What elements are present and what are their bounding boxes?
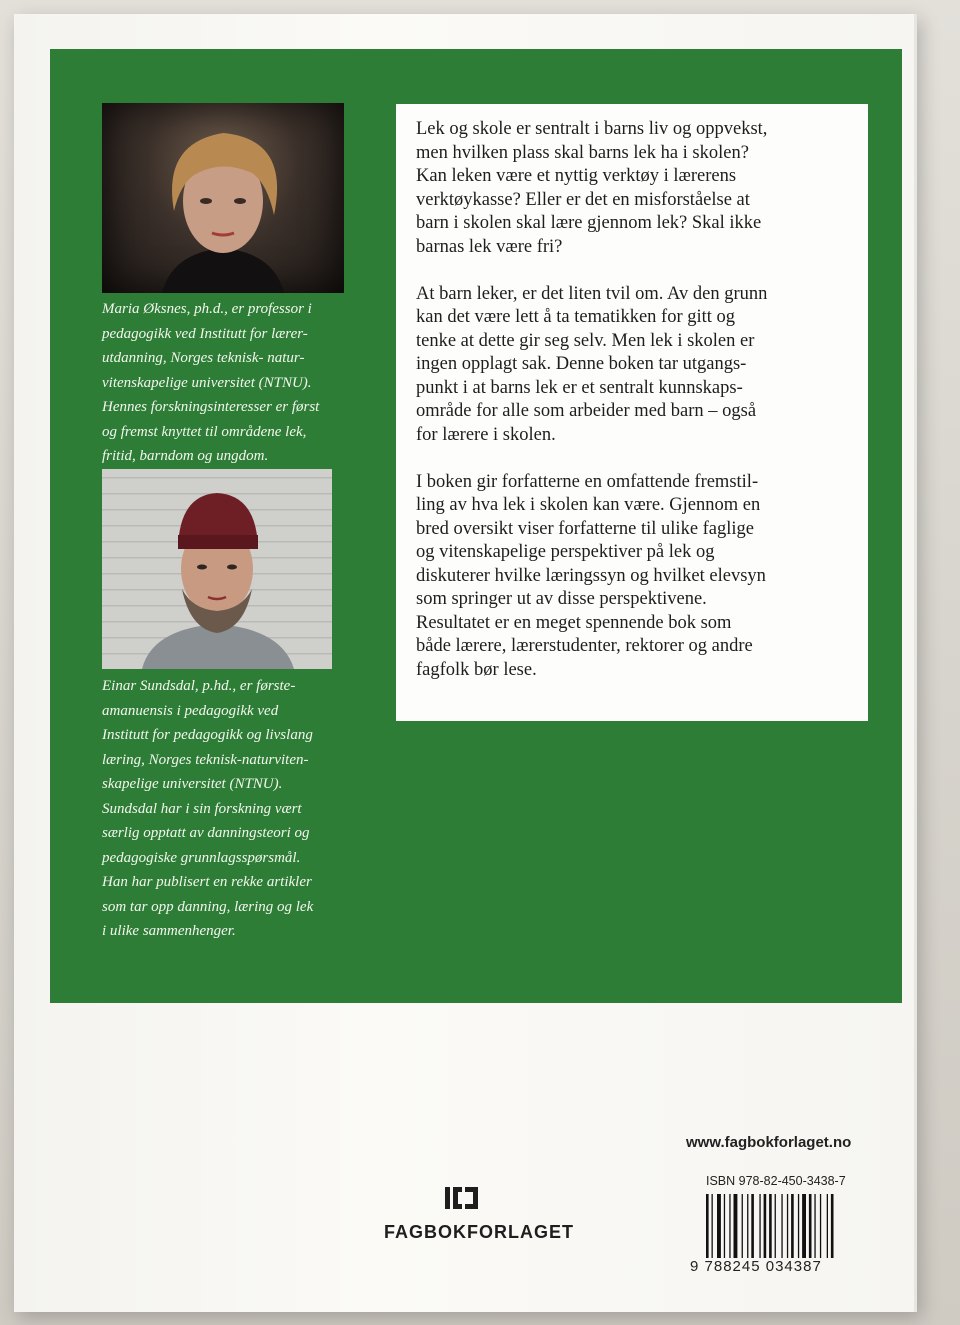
barcode-bar: [798, 1194, 799, 1258]
bio-line: Hennes forskningsinteresser er først: [102, 399, 320, 415]
blurb-line: både lærere, lærerstudenter, rektorer og andre: [416, 636, 753, 656]
bio-line: i ulike sammenhenger.: [102, 923, 236, 939]
barcode-bar: [764, 1194, 767, 1258]
barcode-bar: [706, 1194, 709, 1258]
publisher-name: FAGBOKFORLAGET: [384, 1222, 574, 1242]
blurb-line: diskuterer hvilke læringssyn og hvilket elevsyn: [416, 565, 766, 586]
author-photo-einar: [102, 469, 332, 669]
barcode-bar: [775, 1194, 776, 1258]
portrait-woman-icon: [102, 103, 344, 293]
blurb-line: som springer ut av disse perspektivene.: [416, 589, 707, 609]
barcode-bar: [809, 1194, 812, 1258]
barcode-bar: [724, 1194, 725, 1258]
blurb-line: I boken gir forfatterne en omfattende fremstil-: [416, 471, 759, 492]
bio-line: som tar opp danning, læring og lek: [102, 898, 314, 915]
barcode-digits: 9 788245 034387: [690, 1258, 822, 1275]
bio-line: pedagogikk ved Institutt for lærer-: [102, 325, 308, 342]
blurb-paragraph-2: [416, 283, 848, 448]
blurb-line: Kan leken være et nyttig verktøy i lærerens: [416, 166, 737, 186]
blurb-line: punkt i at barns lek er et sentralt kunnskaps-: [416, 377, 743, 398]
blurb-box: [396, 104, 868, 721]
barcode-bar: [759, 1194, 760, 1258]
blurb-line: men hvilken plass skal barns lek ha i skolen?: [416, 142, 749, 163]
barcode-bar: [747, 1194, 748, 1258]
barcode-bar: [787, 1194, 788, 1258]
blurb-line: Resultatet er en meget spennende bok som: [416, 612, 732, 633]
blurb-line: for lærere i skolen.: [416, 424, 556, 445]
blurb-line: kan det være lett å ta tematikken for gitt og: [416, 307, 736, 327]
bio-line: Einar Sundsdal, p.hd., er første-: [102, 678, 296, 694]
bio-line: Sundsdal har i sin forskning vært: [102, 800, 302, 817]
barcode-bar: [814, 1194, 815, 1258]
bio-line: vitenskapelige universitet (NTNU).: [102, 374, 312, 391]
isbn-label: ISBN 978-82-450-3438-7: [706, 1174, 846, 1188]
barcode: [704, 1194, 868, 1258]
green-panel: [50, 49, 902, 1003]
bio-line: læring, Norges teknisk-naturviten-: [102, 751, 309, 768]
blurb-line: og vitenskapelige perspektiver på lek og: [416, 542, 715, 562]
portrait-man-icon: [102, 469, 332, 669]
barcode-bar: [820, 1194, 821, 1258]
blurb-line: At barn leker, er det liten tvil om. Av den grunn: [416, 283, 768, 304]
bio-line: Han har publisert en rekke artikler: [102, 874, 312, 890]
blurb-line: verktøykasse? Eller er det en misforståelse at: [416, 189, 750, 210]
blurb-line: område for alle som arbeider med barn – også: [416, 401, 757, 421]
blurb-line: ingen opplagt sak. Denne boken tar utgangs-: [416, 354, 747, 374]
barcode-bar: [729, 1194, 730, 1258]
barcode-bar: [742, 1194, 743, 1258]
blurb-line: barnas lek være fri?: [416, 236, 563, 257]
author-bio-maria: [102, 297, 354, 469]
blurb-line: tenke at dette gir seg selv. Men lek i skolen er: [416, 330, 755, 351]
publisher-logo-icon: [444, 1184, 480, 1212]
bio-line: fritid, barndom og ungdom.: [102, 448, 269, 464]
bio-line: særlig opptatt av danningsteori og: [102, 825, 310, 841]
book-back-cover: [14, 14, 917, 1312]
author-photo-maria: [102, 103, 344, 293]
author-bio-einar: [102, 674, 354, 944]
bio-line: skapelige universitet (NTNU).: [102, 776, 283, 792]
barcode-bar: [802, 1194, 806, 1258]
barcode-bar: [769, 1194, 772, 1258]
bio-line: og fremst knyttet til områdene lek,: [102, 423, 307, 440]
barcode-bar: [827, 1194, 828, 1258]
publisher-url: www.fagbokforlaget.no: [686, 1134, 852, 1151]
blurb-line: barn i skolen skal lære gjennom lek? Skal ikke: [416, 213, 762, 233]
barcode-bar: [712, 1194, 713, 1258]
bio-line: Institutt for pedagogikk og livslang: [102, 727, 313, 743]
barcode-bar: [751, 1194, 754, 1258]
barcode-bar: [791, 1194, 794, 1258]
blurb-line: bred oversikt viser forfatterne til ulike faglige: [416, 518, 755, 539]
bio-line: utdanning, Norges teknisk- natur-: [102, 350, 305, 366]
bio-line: amanuensis i pedagogikk ved: [102, 702, 279, 719]
barcode-bar: [831, 1194, 834, 1258]
bio-line: Maria Øksnes, ph.d., er professor i: [102, 301, 312, 317]
barcode-bar: [734, 1194, 738, 1258]
barcode-bar: [717, 1194, 721, 1258]
blurb-paragraph-3: [416, 471, 848, 683]
blurb-line: Lek og skole er sentralt i barns liv og oppvekst,: [416, 119, 768, 139]
blurb-line: ling av hva lek i skolen kan være. Gjennom en: [416, 495, 761, 515]
blurb-line: fagfolk bør lese.: [416, 659, 537, 680]
blurb-paragraph-1: [416, 118, 848, 259]
barcode-bar: [781, 1194, 782, 1258]
bio-line: pedagogiske grunnlagsspørsmål.: [102, 849, 301, 866]
